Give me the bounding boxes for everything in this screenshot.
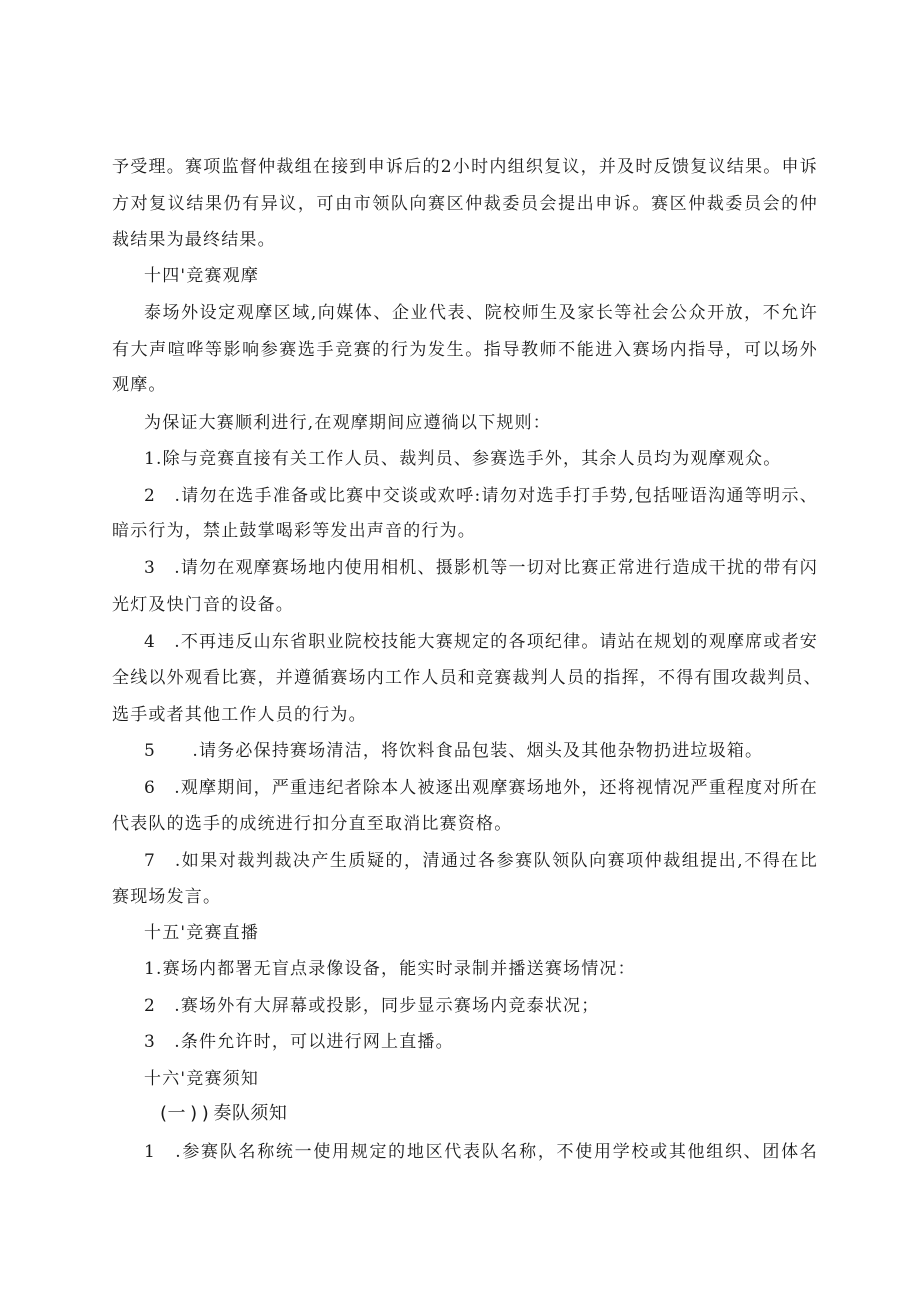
text-line: 赛现场发言。 bbox=[112, 887, 222, 907]
rule-item: 3 .请勿在观摩赛场地内使用相机、摄影机等一切对比赛正常进行造成干扰的带有闪 bbox=[144, 558, 818, 578]
section-heading: 十四'竞赛观摩 bbox=[144, 266, 260, 286]
rule-item: 6 .观摩期间，严重违纪者除本人被逐出观摩赛场地外，还将视情况严重程度对所在 bbox=[144, 778, 818, 798]
text-line: 暗示行为，禁止鼓掌喝彩等发出声音的行为。 bbox=[112, 521, 476, 541]
rule-item: 5 .请务必保持赛场清洁，将饮料食品包装、烟头及其他杂物扔进垃圾箱。 bbox=[144, 741, 764, 761]
rule-item: 2 .请勿在选手准备或比赛中交谈或欢呼:请勿对选手打手势,包括哑语沟通等明示、 bbox=[144, 486, 818, 506]
list-item: 3 .条件允许时，可以进行网上直播。 bbox=[144, 1032, 454, 1052]
text-line: 有大声喧哗等影响参赛选手竞赛的行为发生。指导教师不能进入赛场内指导，可以场外 bbox=[112, 340, 818, 360]
list-item: 2 .赛场外有大屏幕或投影，同步显示赛场内竞泰状况； bbox=[144, 996, 600, 1016]
subsection-heading: (一 ) ) 奏队须知 bbox=[160, 1103, 288, 1124]
rule-item: 4 .不再违反山东省职业院校技能大赛规定的各项纪律。请站在规划的观摩席或者安 bbox=[144, 632, 818, 652]
text-line: 选手或者其他工作人员的行为。 bbox=[112, 705, 367, 725]
text-line: 全线以外观看比赛，并遵循赛场内工作人员和竞赛裁判人员的指挥，不得有围攻裁判员、 bbox=[112, 668, 822, 688]
text-line: 裁结果为最终结果。 bbox=[112, 230, 276, 250]
section-heading: 十六'竞赛须知 bbox=[144, 1069, 260, 1089]
text-line: 予受理。赛项监督仲裁组在接到申诉后的2小时内组织复议，并及时反馈复议结果。申诉 bbox=[112, 157, 818, 177]
list-item: 1 .参赛队名称统一使用规定的地区代表队名称，不使用学校或其他组织、团体名 bbox=[144, 1142, 818, 1162]
text-line: 代表队的选手的成统进行扣分直至取消比赛资格。 bbox=[112, 814, 513, 834]
list-item: 1.赛场内都署无盲点录像设备，能实时录制并播送赛场情况： bbox=[144, 959, 636, 979]
text-line: 方对复议结果仍有异议，可由市领队向赛区仲裁委员会提出申诉。赛区仲裁委员会的仲 bbox=[112, 194, 818, 214]
rule-item: 7 .如果对裁判裁决产生质疑的，清通过各参赛队领队向赛项仲裁组提出,不得在比 bbox=[144, 851, 818, 871]
rule-item: 1.除与竞赛直接有关工作人员、裁判员、参赛选手外，其余人员均为观摩观众。 bbox=[144, 449, 782, 469]
text-line: 泰场外设定观摩区域,向媒体、企业代表、院校师生及家长等社会公众开放，不允许 bbox=[144, 303, 818, 323]
section-heading: 十五'竞赛直播 bbox=[144, 923, 260, 943]
text-line: 观摩。 bbox=[112, 375, 167, 395]
text-line: 光灯及快门音的设备。 bbox=[112, 595, 294, 615]
text-line: 为保证大赛顺利进行,在观摩期间应遵徜以下规则： bbox=[144, 413, 552, 433]
